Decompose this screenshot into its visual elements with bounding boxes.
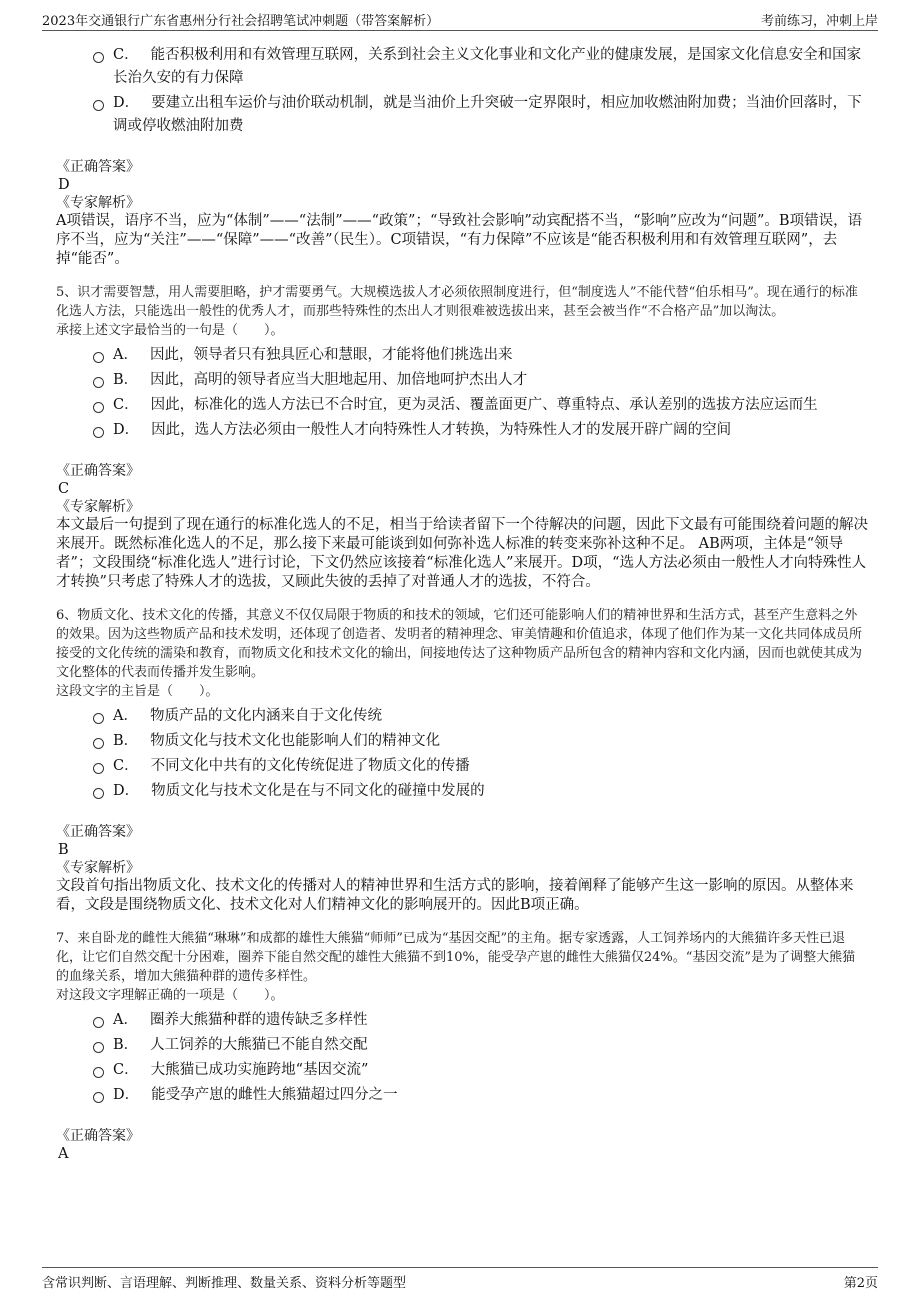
question-7-stem: 7、来自卧龙的雌性大熊猫“琳琳”和成都的雄性大熊猫“师师”已成为“基因交配”的主角。据专家透露，人工饲养场内的大熊猫许多天性已退化，让它们自然交配十分困难，圈养下能自然交配的雄性大熊猫不到10%，能受孕产崽的雌性大熊猫仅24%。“基因交流”是为了调整大熊猫的血缘关系，增加大熊猫种群的遗传多样性。 [56, 931, 856, 984]
radio-icon[interactable] [93, 738, 104, 749]
question-5-stem: 5、识才需要智慧，用人需要胆略，护才需要勇气。大规模选拔人才必须依照制度进行，但“制度选人”不能代替“伯乐相马”。现在通行的标准化选人方法，只能选出一般性的优秀人才，而那些特殊性的杰出人才则很难被选拔出来，甚至会被当作“不合格产品”加以淘汰。 [56, 285, 858, 319]
page-content [56, 40, 868, 1163]
radio-icon[interactable] [93, 100, 104, 111]
option-text: 物质文化与技术文化也能影响人们的精神文化 [150, 733, 441, 749]
footer-note: 含常识判断、言语理解、判断推理、数量关系、资料分析等题型 [42, 1276, 407, 1291]
analysis-text: A项错误，语序不当，应为“体制”——“法制”——“政策”；“导致社会影响”动宾配搭不当，“影响”应改为“问题”。B项错误，语序不当，应为“关注”——“保障”——“改善”（民生）。C项错误，“有力保障”不应该是“能否积极利用和有效管理互联网”，去掉“能否”。 [56, 213, 863, 267]
correct-answer: C [58, 481, 70, 497]
option-text: 人工饲养的大熊猫已不能自然交配 [150, 1037, 368, 1053]
prev-question-options [56, 44, 868, 138]
option-text: 因此，领导者只有独具匠心和慧眼，才能将他们挑选出来 [149, 347, 513, 363]
radio-icon[interactable] [93, 1092, 104, 1103]
header-slogan: 考前练习，冲刺上岸 [760, 14, 878, 29]
radio-icon[interactable] [93, 1017, 104, 1028]
analysis-label: 《专家解析》 [56, 499, 140, 515]
correct-answer: B [58, 842, 69, 858]
option-text: 因此，标准化的选人方法已不合时宜，更为灵活、覆盖面更广、尊重特点、承认差别的选拔方法应运而生 [150, 397, 818, 413]
option-c[interactable]: C． 不同文化中共有的文化传统促进了物质文化的传播 [56, 755, 868, 778]
radio-icon[interactable] [93, 788, 104, 799]
radio-icon[interactable] [93, 402, 104, 413]
option-text: 不同文化中共有的文化传统促进了物质文化的传播 [150, 758, 470, 774]
option-c[interactable]: C． 因此，标准化的选人方法已不合时宜，更为灵活、覆盖面更广、尊重特点、承认差别的选拔方法应运而生 [56, 394, 868, 417]
option-text: 圈养大熊猫种群的遗传缺乏多样性 [149, 1012, 368, 1028]
option-c[interactable]: C． 能否积极利用和有效管理互联网，关系到社会主义文化事业和文化产业的健康发展，是国家文化信息安全和国家长治久安的有力保障 [56, 44, 868, 90]
question-6-options [56, 705, 868, 803]
radio-icon[interactable] [93, 377, 104, 388]
option-a[interactable]: A． 物质产品的文化内涵来自于文化传统 [56, 705, 868, 728]
radio-icon[interactable] [93, 352, 104, 363]
question-7-ask: 对这段文字理解正确的一项是（ ）。 [56, 988, 284, 1003]
correct-answer: D [58, 177, 70, 193]
option-d[interactable]: D． 要建立出租车运价与油价联动机制，就是当油价上升突破一定界限时，相应加收燃油附加费；当油价回落时，下调或停收燃油附加费 [56, 92, 868, 138]
option-c[interactable]: C． 大熊猫已成功实施跨地“基因交流” [56, 1059, 868, 1082]
option-text: 物质文化与技术文化是在与不同文化的碰撞中发展的 [151, 783, 485, 799]
answer-label: 《正确答案》 [56, 463, 140, 479]
option-text: 因此，高明的领导者应当大胆地起用、加倍地呵护杰出人才 [150, 372, 528, 388]
radio-icon[interactable] [93, 427, 104, 438]
radio-icon[interactable] [93, 1067, 104, 1078]
page-number: 第2页 [843, 1276, 878, 1291]
option-text: 大熊猫已成功实施跨地“基因交流” [150, 1062, 369, 1078]
option-d[interactable]: D． 物质文化与技术文化是在与不同文化的碰撞中发展的 [56, 780, 868, 803]
option-text: 能否积极利用和有效管理互联网，关系到社会主义文化事业和文化产业的健康发展，是国家文化信息安全和国家长治久安的有力保障 [113, 47, 862, 86]
option-b[interactable]: B． 因此，高明的领导者应当大胆地起用、加倍地呵护杰出人才 [56, 369, 868, 392]
analysis-label: 《专家解析》 [56, 195, 140, 211]
analysis-text: 文段首句指出物质文化、技术文化的传播对人的精神世界和生活方式的影响，接着阐释了能够产生这一影响的原因。从整体来看，文段是围绕物质文化、技术文化对人们精神文化的影响展开的。因此B项正确。 [56, 878, 854, 913]
option-text: 因此，选人方法必须由一般性人才向特殊性人才转换，为特殊性人才的发展开辟广阔的空间 [151, 422, 732, 438]
radio-icon[interactable] [93, 1042, 104, 1053]
correct-answer: A [58, 1146, 69, 1162]
option-d[interactable]: D． 因此，选人方法必须由一般性人才向特殊性人才转换，为特殊性人才的发展开辟广阔的空间 [56, 419, 868, 442]
question-5-options [56, 344, 868, 442]
question-5-ask: 承接上述文字最恰当的一句是（ ）。 [56, 323, 284, 338]
option-b[interactable]: B． 人工饲养的大熊猫已不能自然交配 [56, 1034, 868, 1057]
analysis-label: 《专家解析》 [56, 860, 140, 876]
option-d[interactable]: D． 能受孕产崽的雌性大熊猫超过四分之一 [56, 1084, 868, 1107]
radio-icon[interactable] [93, 713, 104, 724]
question-7-options [56, 1009, 868, 1107]
option-text: 能受孕产崽的雌性大熊猫超过四分之一 [151, 1087, 398, 1103]
question-6-stem: 6、物质文化、技术文化的传播，其意义不仅仅局限于物质的和技术的领域，它们还可能影响人们的精神世界和生活方式，甚至产生意料之外的效果。因为这些物质产品和技术发明，还体现了创造者、发明者的精神理念、审美情趣和价值追求，体现了他们作为某一文化共同体成员所接受的文化传统的濡染和教育，而物质文化和技术文化的输出，间接地传达了这种物质产品所包含的精神内容和文化内涵，因而也就使其成为文化整体的代表而传播并发生影响。 [56, 608, 863, 680]
radio-icon[interactable] [93, 763, 104, 774]
document-title: 2023年交通银行广东省惠州分行社会招聘笔试冲刺题（带答案解析） [42, 14, 440, 29]
option-a[interactable]: A． 圈养大熊猫种群的遗传缺乏多样性 [56, 1009, 868, 1032]
option-b[interactable]: B． 物质文化与技术文化也能影响人们的精神文化 [56, 730, 868, 753]
answer-label: 《正确答案》 [56, 1128, 140, 1144]
page-footer [42, 1267, 878, 1292]
option-a[interactable]: A． 因此，领导者只有独具匠心和慧眼，才能将他们挑选出来 [56, 344, 868, 367]
option-text: 要建立出租车运价与油价联动机制，就是当油价上升突破一定界限时，相应加收燃油附加费；当油价回落时，下调或停收燃油附加费 [113, 95, 862, 134]
answer-label: 《正确答案》 [56, 824, 140, 840]
answer-label: 《正确答案》 [56, 159, 140, 175]
question-6-ask: 这段文字的主旨是（ ）。 [56, 684, 219, 699]
option-text: 物质产品的文化内涵来自于文化传统 [149, 708, 382, 724]
radio-icon[interactable] [93, 52, 104, 63]
page-header [42, 8, 878, 31]
analysis-text: 本文最后一句提到了现在通行的标准化选人的不足，相当于给读者留下一个待解决的问题，因此下文最有可能围绕着问题的解决来展开。既然标准化选人的不足，那么接下来最可能谈到如何弥补选人标准的转变来弥补这种不足。 AB两项，主体是“领导者”；文段围绕“标准化选人”进行讨论，下文仍然应该接着“标准化选人”来展开。D项，“选人方法必须由一般性人才向特殊性人才转换”只考虑了特殊人才的选拔，又顾此失彼的丢掉了对普通人才的选拔，不符合。 [56, 517, 868, 590]
